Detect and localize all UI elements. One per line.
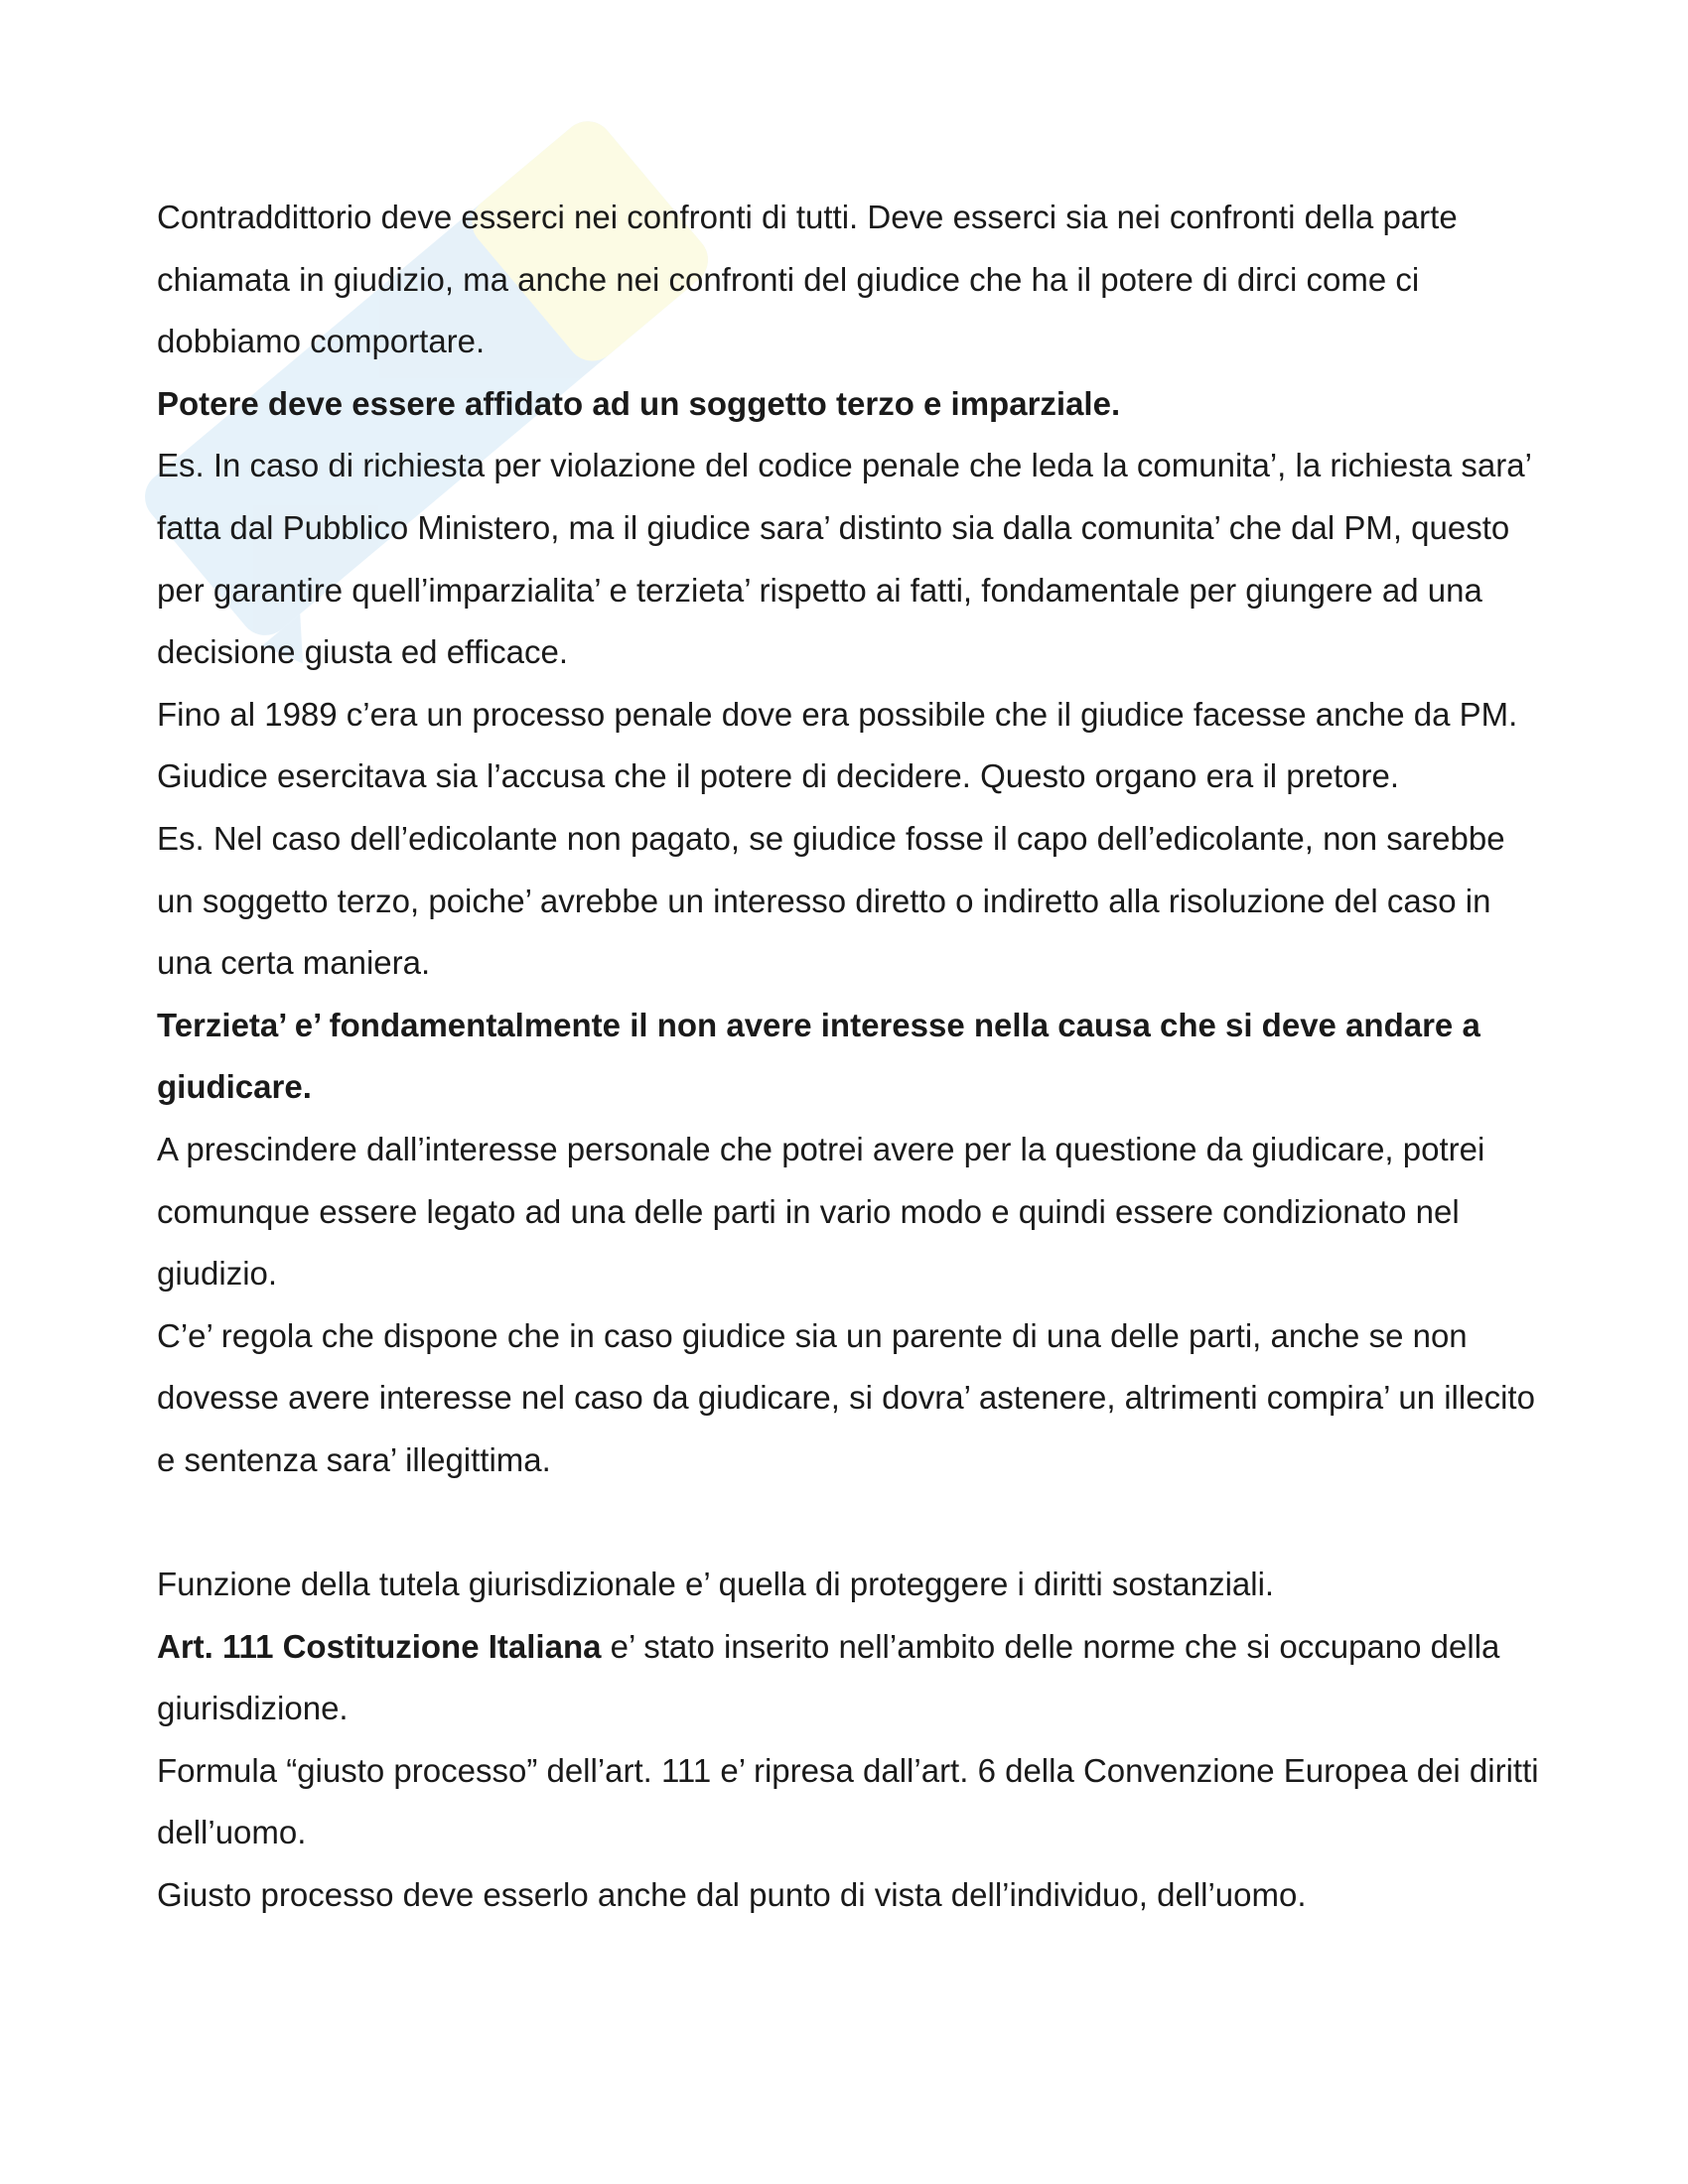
paragraph-regola-parente: C’e’ regola che dispone che in caso giudice sia un parente di una delle parti, anche se non dovesse avere interesse nel caso da giudicare, si dovra’ astenere, altrimenti compira’ un illecito e sentenza sara’ illegittima. [157, 1316, 1535, 1478]
art-111-bold-label: Art. 111 Costituzione Italiana [157, 1627, 602, 1665]
paragraph-esempio-edicolante: Es. Nel caso dell’edicolante non pagato, se giudice fosse il capo dell’edicolante, non sarebbe un soggetto terzo, poiche’ avrebbe un interesso diretto o indiretto alla risoluzione del caso in una certa maniera. [157, 819, 1505, 982]
document-body [157, 187, 1547, 1927]
art-111-text: e’ stato inserito nell’ambito delle norme che si occupano della giurisdizione. [157, 1627, 1500, 1727]
paragraph-contraddittorio: Contraddittorio deve esserci nei confronti di tutti. Deve esserci sia nei confronti della parte chiamata in giudizio, ma anche nei confronti del giudice che ha il potere di dirci come ci dobbiamo comportare. [157, 199, 1458, 360]
paragraph-funzione-tutela: Funzione della tutela giurisdizionale e’ quella di proteggere i diritti sostanziali. [157, 1566, 1275, 1603]
paragraph-formula-giusto-processo: Formula “giusto processo” dell’art. 111 e’ ripresa dall’art. 6 della Convenzione Europea dei diritti dell’uomo. [157, 1751, 1539, 1851]
paragraph-giusto-processo-uomo: Giusto processo deve esserlo anche dal punto di vista dell’individuo, dell’uomo. [157, 1876, 1307, 1914]
blank-line [157, 1491, 1547, 1554]
paragraph-esempio-pm: Es. In caso di richiesta per violazione del codice penale che leda la comunita’, la richiesta sara’ fatta dal Pubblico Ministero, ma il giudice sara’ distinto sia dalla comunita’ che dal PM, questo per garantire quell’imparzialita’ e terzieta’ rispetto ai fatti, fondamentale per giungere ad una decisione giusta ed efficace. [157, 447, 1531, 671]
paragraph-potere-heading: Potere deve essere affidato ad un soggetto terzo e imparziale. [157, 384, 1121, 422]
paragraph-art-111 [157, 1616, 1547, 1740]
paragraph-1989-pretore: Fino al 1989 c’era un processo penale dove era possibile che il giudice facesse anche da PM. Giudice esercitava sia l’accusa che il potere di decidere. Questo organo era il pretore. [157, 695, 1518, 795]
paragraph-terzieta-heading: Terzieta’ e’ fondamentalmente il non avere interesse nella causa che si deve andare a giudicare. [157, 1006, 1480, 1106]
paragraph-interesse-personale: A prescindere dall’interesse personale che potrei avere per la questione da giudicare, potrei comunque essere legato ad una delle parti in vario modo e quindi essere condizionato nel giudizio. [157, 1130, 1485, 1293]
